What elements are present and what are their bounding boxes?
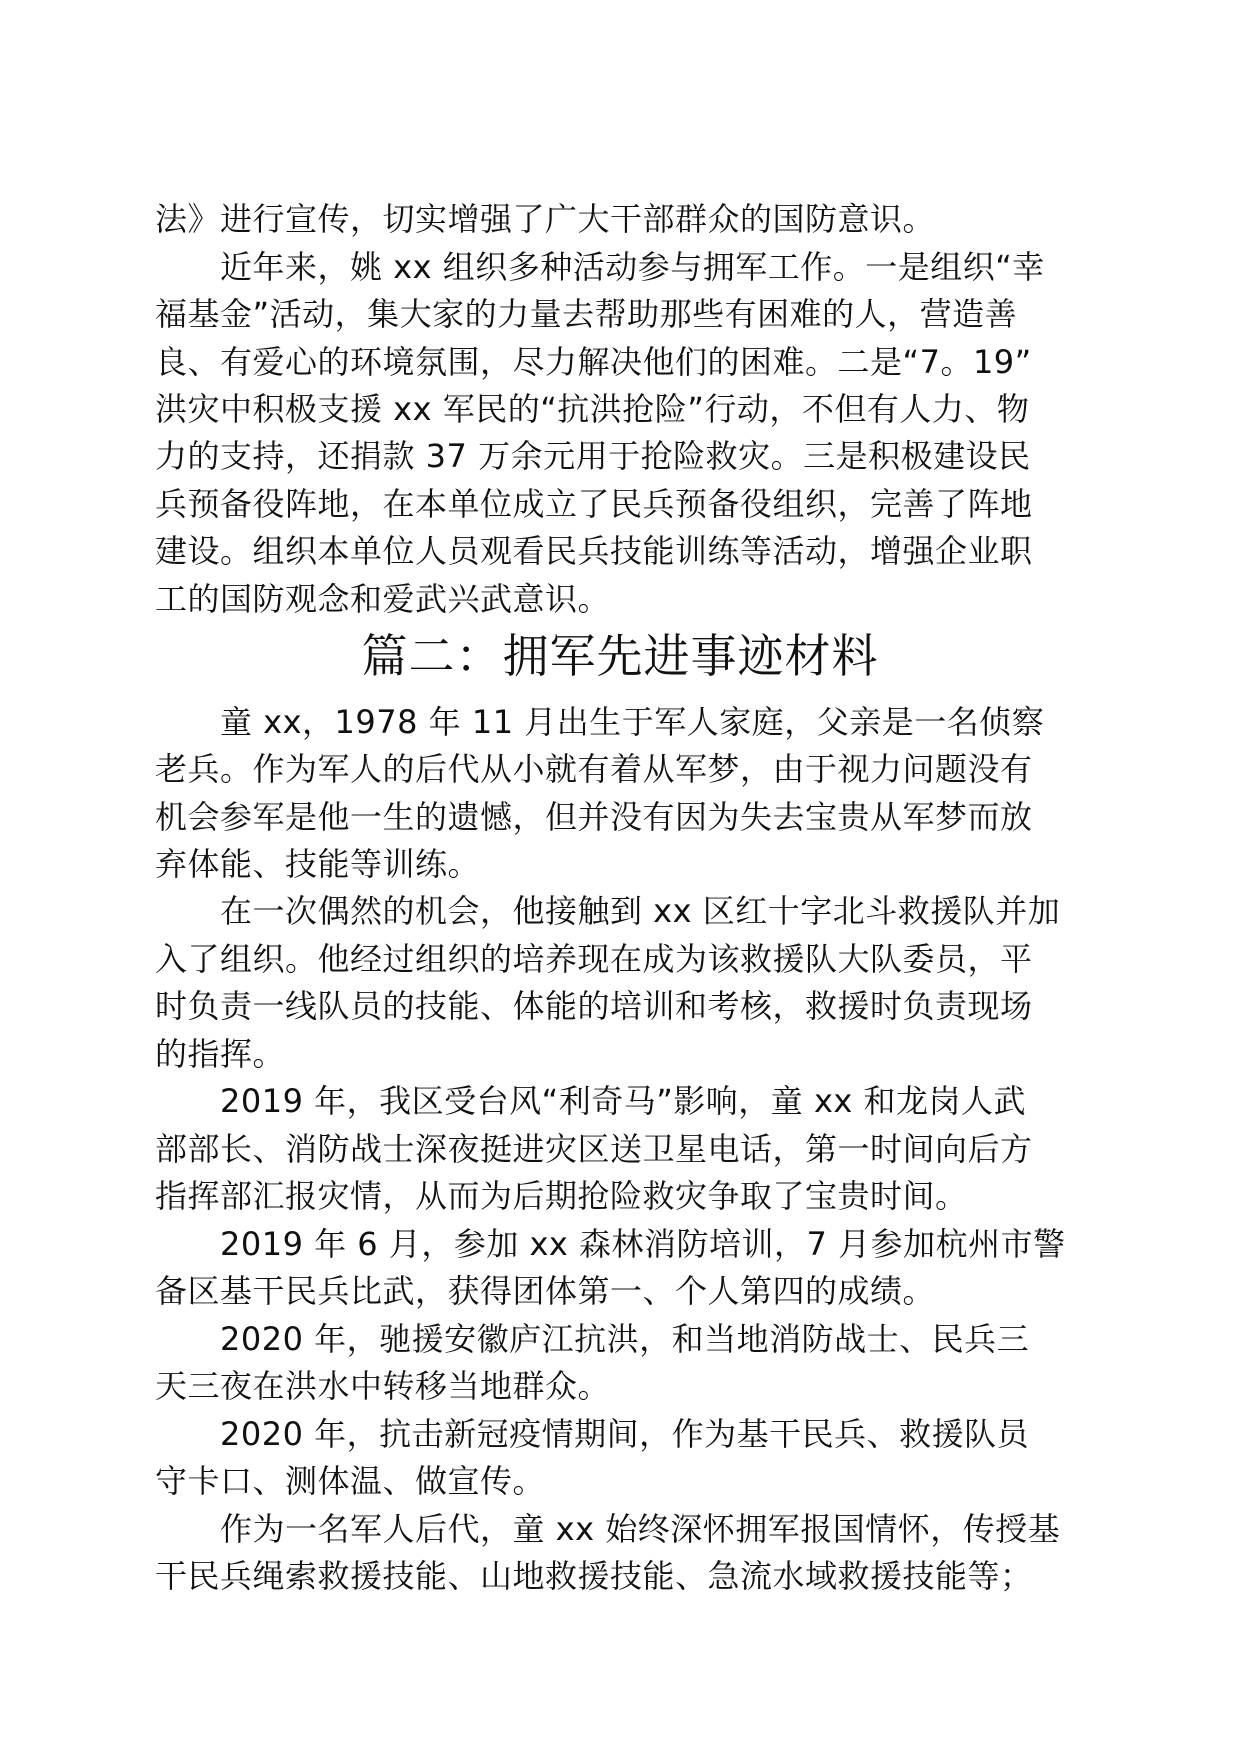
paragraph-line: 2020 年，驰援安徽庐江抗洪，和当地消防战士、民兵三	[155, 1320, 1030, 1358]
paragraph-line: 2019 年，我区受台风“利奇马”影响，童 xx 和龙岗人武	[155, 1082, 1026, 1120]
paragraph-line: 入了组织。他经过组织的培养现在成为该救援队大队委员，平	[155, 940, 1033, 978]
paragraph-line: 兵预备役阵地，在本单位成立了民兵预备役组织，完善了阵地	[155, 485, 1033, 523]
paragraph-line: 的指挥。	[155, 1035, 286, 1073]
paragraph-line: 童 xx，1978 年 11 月出生于军人家庭，父亲是一名侦察	[155, 703, 1045, 741]
paragraph-line: 干民兵绳索救援技能、山地救援技能、急流水域救援技能等；	[155, 1557, 1033, 1595]
paragraph-line: 弃体能、技能等训练。	[155, 845, 481, 883]
paragraph-line: 老兵。作为军人的后代从小就有着从军梦，由于视力问题没有	[155, 750, 1033, 788]
paragraph-line: 良、有爱心的环境氛围，尽力解决他们的困难。二是“7。19”	[155, 343, 1032, 381]
section-title: 篇二：拥军先进事迹材料	[361, 629, 879, 683]
paragraph-line: 部部长、消防战士深夜挺进灾区送卫星电话，第一时间向后方	[155, 1130, 1033, 1168]
paragraph-line: 2020 年，抗击新冠疫情期间，作为基干民兵、救援队员	[155, 1415, 1030, 1453]
paragraph-line: 福基金”活动，集大家的力量去帮助那些有困难的人，营造善	[155, 295, 1018, 333]
paragraph-line: 备区基干民兵比武，获得团体第一、个人第四的成绩。	[155, 1272, 936, 1310]
paragraph-line: 建设。组织本单位人员观看民兵技能训练等活动，增强企业职	[155, 532, 1033, 570]
paragraph-line: 指挥部汇报灾情，从而为后期抢险救灾争取了宝贵时间。	[155, 1177, 968, 1215]
paragraph-line: 时负责一线队员的技能、体能的培训和考核，救援时负责现场	[155, 987, 1033, 1025]
paragraph-line: 法》进行宣传，切实增强了广大干部群众的国防意识。	[155, 200, 936, 238]
paragraph-line: 工的国防观念和爱武兴武意识。	[155, 580, 611, 618]
paragraph-line: 力的支持，还捐款 37 万余元用于抢险救灾。三是积极建设民	[155, 437, 1031, 475]
paragraph-line: 守卡口、测体温、做宣传。	[155, 1462, 546, 1500]
paragraph-line: 机会参军是他一生的遗憾，但并没有因为失去宝贵从军梦而放	[155, 798, 1033, 836]
paragraph-line: 天三夜在洪水中转移当地群众。	[155, 1367, 611, 1405]
paragraph-line: 近年来，姚 xx 组织多种活动参与拥军工作。一是组织“幸	[155, 248, 1045, 286]
paragraph-line: 2019 年 6 月，参加 xx 森林消防培训，7 月参加杭州市警	[155, 1225, 1066, 1263]
paragraph-line: 在一次偶然的机会，他接触到 xx 区红十字北斗救援队并加	[155, 892, 1061, 930]
paragraph-line: 洪灾中积极支援 xx 军民的“抗洪抢险”行动，不但有人力、物	[155, 390, 1030, 428]
paragraph-line: 作为一名军人后代，童 xx 始终深怀拥军报国情怀，传授基	[155, 1510, 1061, 1548]
